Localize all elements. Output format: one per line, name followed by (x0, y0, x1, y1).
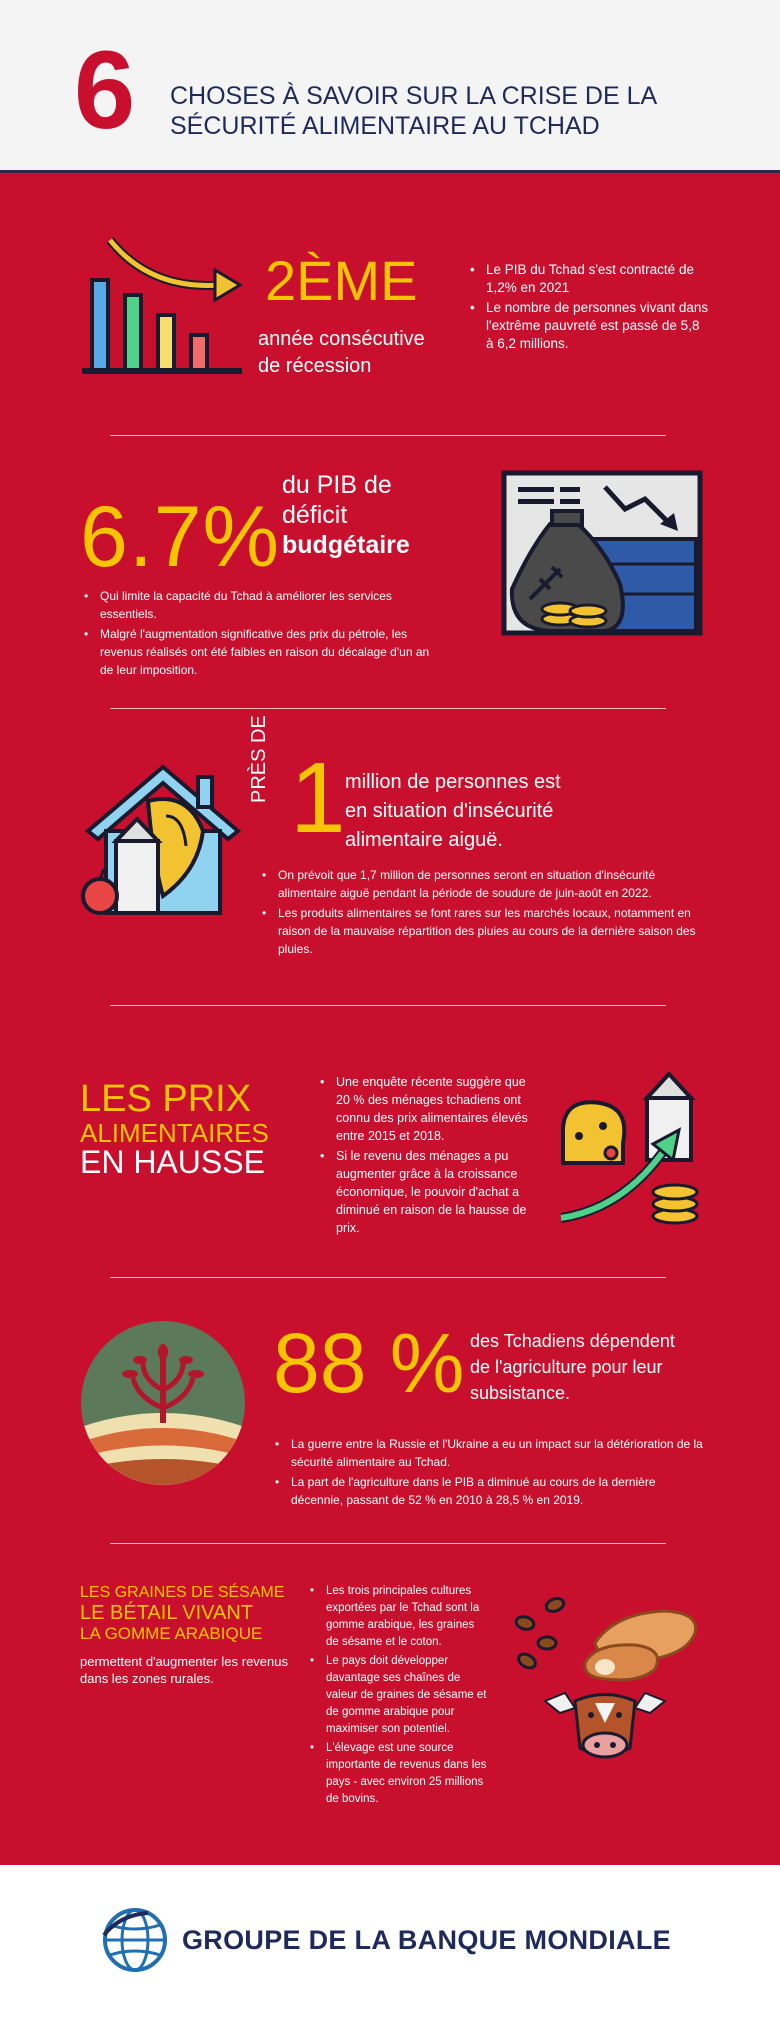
deficit-percentage: 6.7% (80, 489, 281, 585)
agriculture-percentage: 88 % (273, 1316, 465, 1410)
insecurity-caption-line1: million de personnes est (345, 771, 561, 793)
agriculture-caption-line1: des Tchadiens dépendent (470, 1331, 675, 1351)
world-bank-globe-icon (100, 1905, 170, 1975)
list-item: • Le nombre de personnes vivant dans l'extrême pauvreté est passé de 5,8 à 6,2 millions. (470, 299, 710, 353)
exports-caption: permettent d'augmenter les revenus dans les zones rurales. (80, 1654, 288, 1686)
divider (110, 1543, 666, 1544)
divider (110, 1005, 666, 1006)
divider (110, 435, 666, 436)
list-item: • Les produits alimentaires se font rares sur les marchés locaux, notamment en raison de la mauvaise répartition des pluies au cours de la dernière saison des pluies. (262, 904, 702, 958)
prices-title-line2: ALIMENTAIRES (80, 1118, 269, 1148)
page-title-line2: SÉCURITÉ ALIMENTAIRE AU TCHAD (170, 112, 600, 140)
recession-bullets (470, 261, 710, 355)
recession-year: 2ÈME (265, 249, 418, 312)
recession-caption-line2: de récession (258, 355, 372, 377)
exports-line2: LE BÉTAIL VIVANT (80, 1602, 254, 1624)
list-item: • La part de l'agriculture dans le PIB a diminué au cours de la dernière décennie, passant de 52 % en 2010 à 28,5 % en 2019. (275, 1473, 705, 1509)
seeds-livestock-icon (505, 1583, 705, 1763)
list-item: • Les trois principales cultures exportées par le Tchad sont la gomme arabique, les graines de sésame et le coton. (310, 1583, 490, 1651)
prices-bullets (320, 1073, 530, 1239)
divider (110, 1277, 666, 1278)
rising-food-prices-icon (555, 1068, 705, 1228)
deficit-caption-line3: budgétaire (282, 531, 410, 559)
insecurity-caption-line2: en situation d'insécurité (345, 800, 554, 822)
insecurity-caption-line3: alimentaire aiguë. (345, 829, 503, 851)
deficit-caption-line1: du PIB de (282, 471, 392, 499)
list-item: • Si le revenu des ménages a pu augmenter grâce à la croissance économique, le pouvoir d'achat a diminué en raison de la hausse de prix. (320, 1147, 530, 1237)
list-item: • Le PIB du Tchad s'est contracté de 1,2% en 2021 (470, 261, 710, 297)
agriculture-bullets (275, 1435, 705, 1511)
list-item: • Qui limite la capacité du Tchad à améliorer les services essentiels. (84, 587, 444, 623)
main-content (0, 173, 780, 1865)
header-number: 6 (74, 29, 136, 152)
exports-bullets (310, 1583, 490, 1810)
budget-deficit-icon (500, 469, 705, 639)
list-item: • L'élevage est une source importante de revenus dans les pays - avec environ 25 millions de bovins. (310, 1740, 490, 1808)
list-item: • Le pays doit développer davantage ses chaînes de valeur de graines de sésame et de gomme arabique pour maximiser son potentiel. (310, 1653, 490, 1738)
recession-caption-line1: année consécutive (258, 328, 425, 350)
list-item: • La guerre entre la Russie et l'Ukraine a eu un impact sur la détérioration de la sécurité alimentaire au Tchad. (275, 1435, 705, 1471)
insecurity-number: 1 (290, 742, 346, 854)
page-title-line1: CHOSES À SAVOIR SUR LA CRISE DE LA (170, 82, 658, 110)
list-item: • On prévoit que 1,7 million de personnes seront en situation d'insécurité alimentaire aiguë pendant la période de soudure de juin-août en 2022. (262, 866, 702, 902)
divider (110, 708, 666, 709)
agriculture-caption-line3: subsistance. (470, 1383, 571, 1403)
agriculture-icon (78, 1318, 248, 1488)
near-vertical-label: PRÈS DE (248, 715, 270, 803)
prices-title-line1: LES PRIX (80, 1078, 252, 1120)
list-item: • Une enquête récente suggère que 20 % des ménages tchadiens ont connu des prix alimentaires élevés entre 2015 et 2018. (320, 1073, 530, 1145)
bar-chart-decline-icon (80, 235, 250, 385)
exports-line1: LES GRAINES DE SÉSAME (80, 1584, 285, 1601)
prices-title-line3: EN HAUSSE (80, 1144, 265, 1180)
list-item: • Malgré l'augmentation significative des prix du pétrole, les revenus réalisés ont été faibles en raison du décalage d'un an de leur imposition. (84, 625, 444, 679)
agriculture-caption-line2: de l'agriculture pour leur (470, 1357, 663, 1377)
insecurity-bullets (262, 866, 702, 960)
world-bank-logo-text: GROUPE DE LA BANQUE MONDIALE (182, 1925, 671, 1955)
food-house-icon (78, 761, 248, 921)
exports-line3: LA GOMME ARABIQUE (80, 1624, 263, 1643)
deficit-caption-line2: déficit (282, 501, 348, 529)
deficit-bullets (84, 587, 444, 681)
